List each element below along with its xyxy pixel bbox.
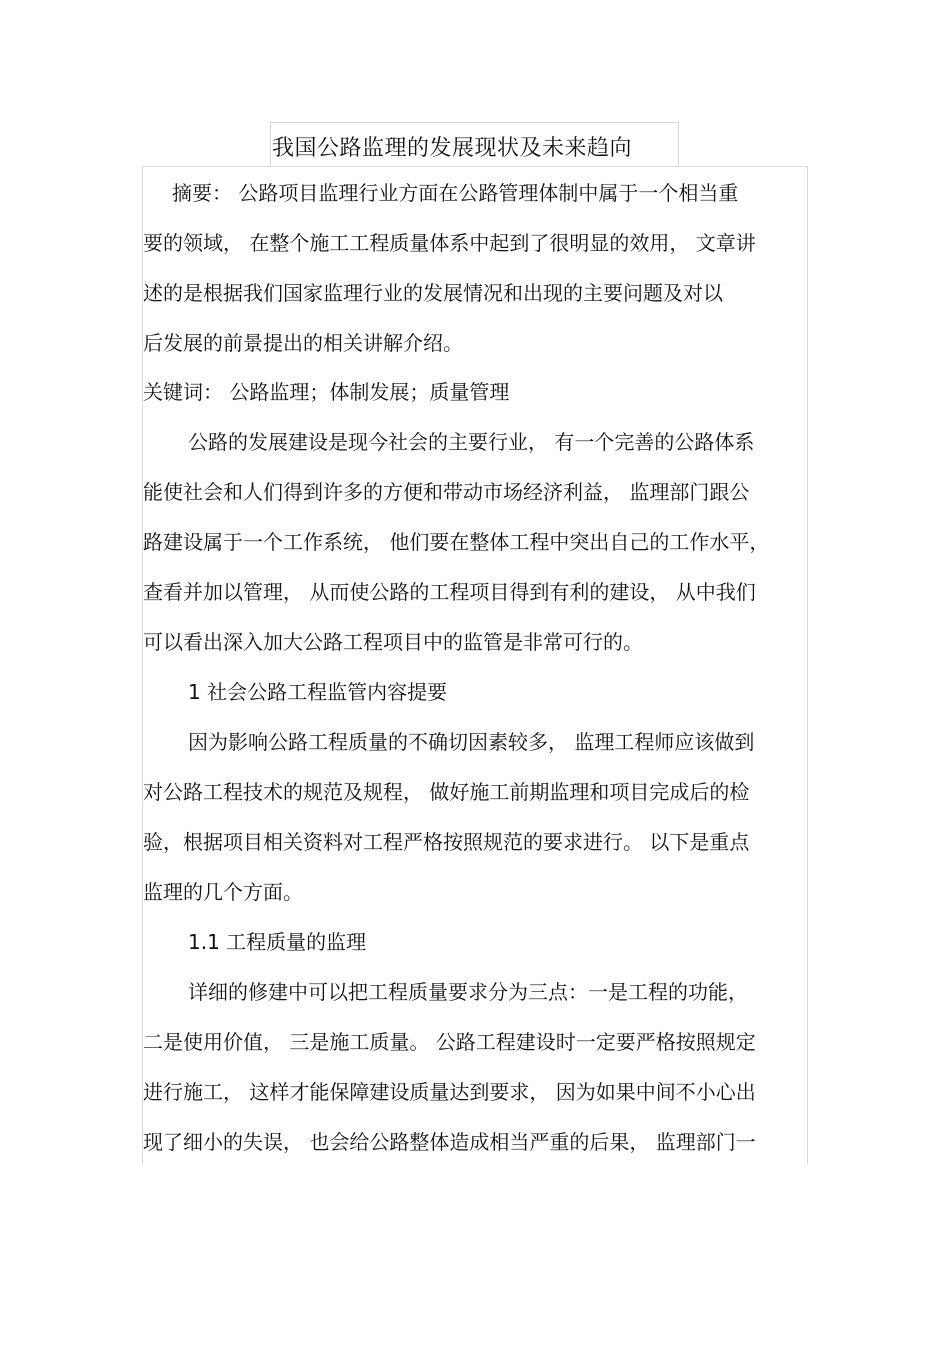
paragraph-line: 公路的发展建设是现今社会的主要行业， 有一个完善的公路体系 [188,430,755,454]
paragraph-line: 可以看出深入加大公路工程项目中的监管是非常可行的。 [143,630,643,654]
text-frame [142,166,808,1164]
paragraph-line: 查看并加以管理， 从而使公路的工程项目得到有利的建设， 从中我们 [143,580,756,604]
paragraph-line: 进行施工， 这样才能保障建设质量达到要求， 因为如果中间不小心出 [143,1080,756,1104]
abstract-line-3: 述的是根据我们国家监理行业的发展情况和出现的主要问题及对以 [143,281,723,305]
paragraph-line: 现了细小的失误， 也会给公路整体造成相当严重的后果， 监理部门一 [143,1130,756,1154]
paragraph-line: 能使社会和人们得到许多的方便和带动市场经济利益， 监理部门跟公 [143,480,750,504]
abstract-line-1: 摘要： 公路项目监理行业方面在公路管理体制中属于一个相当重 [172,181,739,205]
paragraph-line: 对公路工程技术的规范及规程， 做好施工前期监理和项目完成后的检 [143,780,750,804]
section-heading-1-1: 1.1 工程质量的监理 [188,930,367,954]
section-heading-1: 1 社会公路工程监管内容提要 [188,680,448,704]
paragraph-line: 验，根据项目相关资料对工程严格按照规范的要求进行。 以下是重点 [143,830,750,854]
abstract-line-2: 要的领域， 在整个施工工程质量体系中起到了很明显的效用， 文章讲 [143,231,756,255]
paragraph-line: 详细的修建中可以把工程质量要求分为三点：一是工程的功能， [188,980,748,1004]
paragraph-line: 路建设属于一个工作系统， 他们要在整体工程中突出自己的工作水平， [143,530,770,554]
abstract-line-4: 后发展的前景提出的相关讲解介绍。 [143,331,463,355]
document-title: 我国公路监理的发展现状及未来趋向 [272,136,633,161]
keywords-line: 关键词： 公路监理；体制发展；质量管理 [143,380,510,404]
paragraph-line: 因为影响公路工程质量的不确切因素较多， 监理工程师应该做到 [188,730,755,754]
paragraph-line: 监理的几个方面。 [143,880,303,904]
paragraph-line: 二是使用价值， 三是施工质量。 公路工程建设时一定要严格按照规定 [143,1030,756,1054]
